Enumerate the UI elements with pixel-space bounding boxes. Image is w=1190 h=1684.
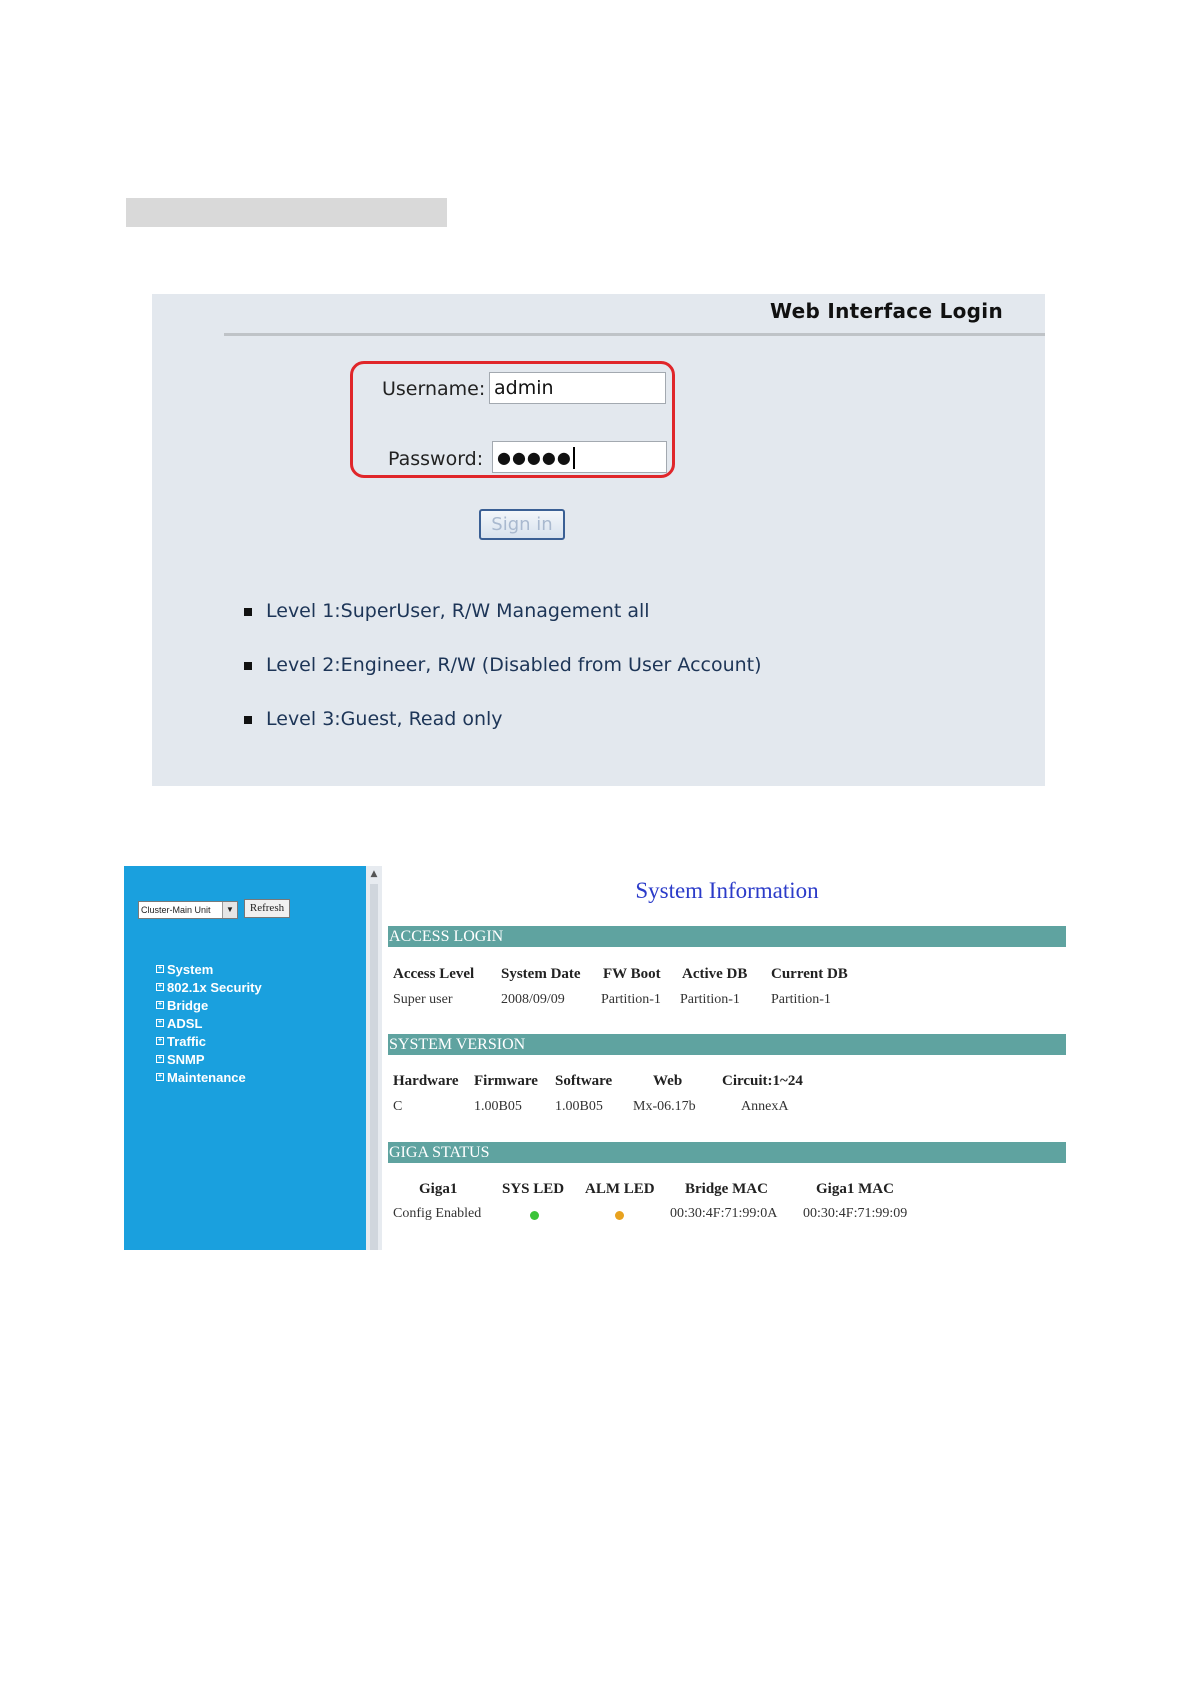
column-header: Giga1 (419, 1181, 458, 1197)
table-cell: 00:30:4F:71:99:09 (803, 1206, 908, 1221)
sidebar-item-label: ADSL (167, 1015, 203, 1031)
table-cell: 2008/09/09 (501, 992, 565, 1007)
column-header: Firmware (474, 1073, 538, 1089)
login-panel (152, 294, 1045, 786)
sidebar-item-snmp[interactable] (156, 1050, 262, 1068)
expand-icon[interactable]: + (157, 1037, 163, 1044)
expand-icon[interactable]: + (157, 1001, 163, 1008)
column-header: System Date (501, 966, 581, 982)
sign-in-button[interactable]: Sign in (479, 509, 565, 540)
level-text: Level 2:Engineer, R/W (Disabled from User Account) (266, 654, 762, 676)
table-cell: Super user (393, 992, 453, 1007)
table-cell: Partition-1 (601, 992, 661, 1007)
column-header: Current DB (771, 966, 848, 982)
table-cell: Config Enabled (393, 1206, 482, 1221)
table-cell: 00:30:4F:71:99:0A (670, 1206, 778, 1221)
column-header: SYS LED (502, 1181, 565, 1197)
column-header: Circuit:1~24 (722, 1073, 803, 1089)
password-value: ●●●●● (497, 448, 572, 467)
sidebar-item-label: SNMP (167, 1051, 205, 1067)
sidebar-item-label: Maintenance (167, 1069, 246, 1085)
sidebar-item-system[interactable] (156, 960, 262, 978)
list-item (266, 654, 762, 676)
sidebar-item-802-1x-security[interactable] (156, 978, 262, 996)
list-item (266, 600, 650, 622)
column-header: Hardware (393, 1073, 459, 1089)
sidebar (124, 866, 366, 1250)
scroll-thumb[interactable] (370, 884, 378, 1250)
expand-icon[interactable]: + (157, 1055, 163, 1062)
table-cell: Mx-06.17b (633, 1099, 696, 1114)
sidebar-item-bridge[interactable] (156, 996, 262, 1014)
page-title: System Information (635, 878, 819, 903)
expand-icon[interactable]: + (157, 983, 163, 990)
text-caret (573, 447, 575, 469)
password-label: Password: (388, 448, 484, 470)
table-cell: 1.00B05 (555, 1099, 603, 1114)
expand-icon[interactable]: + (157, 1073, 163, 1080)
username-label: Username: (382, 378, 486, 400)
sidebar-item-label: Bridge (167, 997, 209, 1013)
column-header: Access Level (393, 966, 475, 982)
table-cell: AnnexA (741, 1099, 789, 1114)
column-header: ALM LED (585, 1181, 655, 1197)
section-header-access-login: ACCESS LOGIN (388, 926, 1066, 947)
login-title: Web Interface Login (769, 299, 1003, 323)
vertical-scrollbar[interactable] (366, 866, 382, 1250)
refresh-button[interactable]: Refresh (244, 899, 290, 918)
expand-icon[interactable]: + (157, 1019, 163, 1026)
table-cell: 1.00B05 (474, 1099, 522, 1114)
level-text: Level 3:Guest, Read only (266, 708, 503, 730)
column-header: Giga1 MAC (816, 1181, 894, 1197)
unit-select-value: Cluster-Main Unit (141, 905, 211, 915)
sidebar-item-label: System (167, 961, 214, 977)
level-text: Level 1:SuperUser, R/W Management all (266, 600, 650, 622)
section-header-system-version: SYSTEM VERSION (388, 1034, 1066, 1055)
username-value: admin (494, 377, 554, 399)
table-cell: Partition-1 (680, 992, 740, 1007)
unit-select[interactable] (138, 901, 238, 919)
sidebar-item-label: Traffic (167, 1033, 207, 1049)
sys-led-indicator (530, 1211, 539, 1220)
main-pane (388, 866, 1072, 1250)
bullet-icon (244, 716, 252, 724)
sidebar-item-maintenance[interactable] (156, 1068, 262, 1086)
expand-icon[interactable]: + (157, 965, 163, 972)
column-header: Software (555, 1073, 613, 1089)
table-cell: Partition-1 (771, 992, 831, 1007)
sidebar-item-adsl[interactable] (156, 1014, 262, 1032)
title-divider (224, 333, 1045, 336)
bullet-icon (244, 662, 252, 670)
system-info-screen (124, 866, 1072, 1250)
sidebar-item-traffic[interactable] (156, 1032, 262, 1050)
username-input[interactable] (489, 372, 666, 404)
column-header: Bridge MAC (685, 1181, 768, 1197)
column-header: Web (653, 1073, 683, 1089)
sidebar-menu (156, 960, 262, 1086)
scroll-up-arrow-icon[interactable]: ▲ (370, 869, 378, 879)
list-item (266, 708, 503, 730)
alm-led-indicator (615, 1211, 624, 1220)
password-input[interactable] (492, 441, 667, 473)
table-cell: C (393, 1099, 403, 1114)
chevron-down-icon[interactable]: ▼ (222, 902, 237, 918)
section-header-giga-status: GIGA STATUS (388, 1142, 1066, 1163)
column-header: FW Boot (603, 966, 661, 982)
column-header: Active DB (682, 966, 748, 982)
bullet-icon (244, 608, 252, 616)
sidebar-item-label: 802.1x Security (167, 979, 262, 995)
redacted-header-bar (126, 198, 447, 227)
